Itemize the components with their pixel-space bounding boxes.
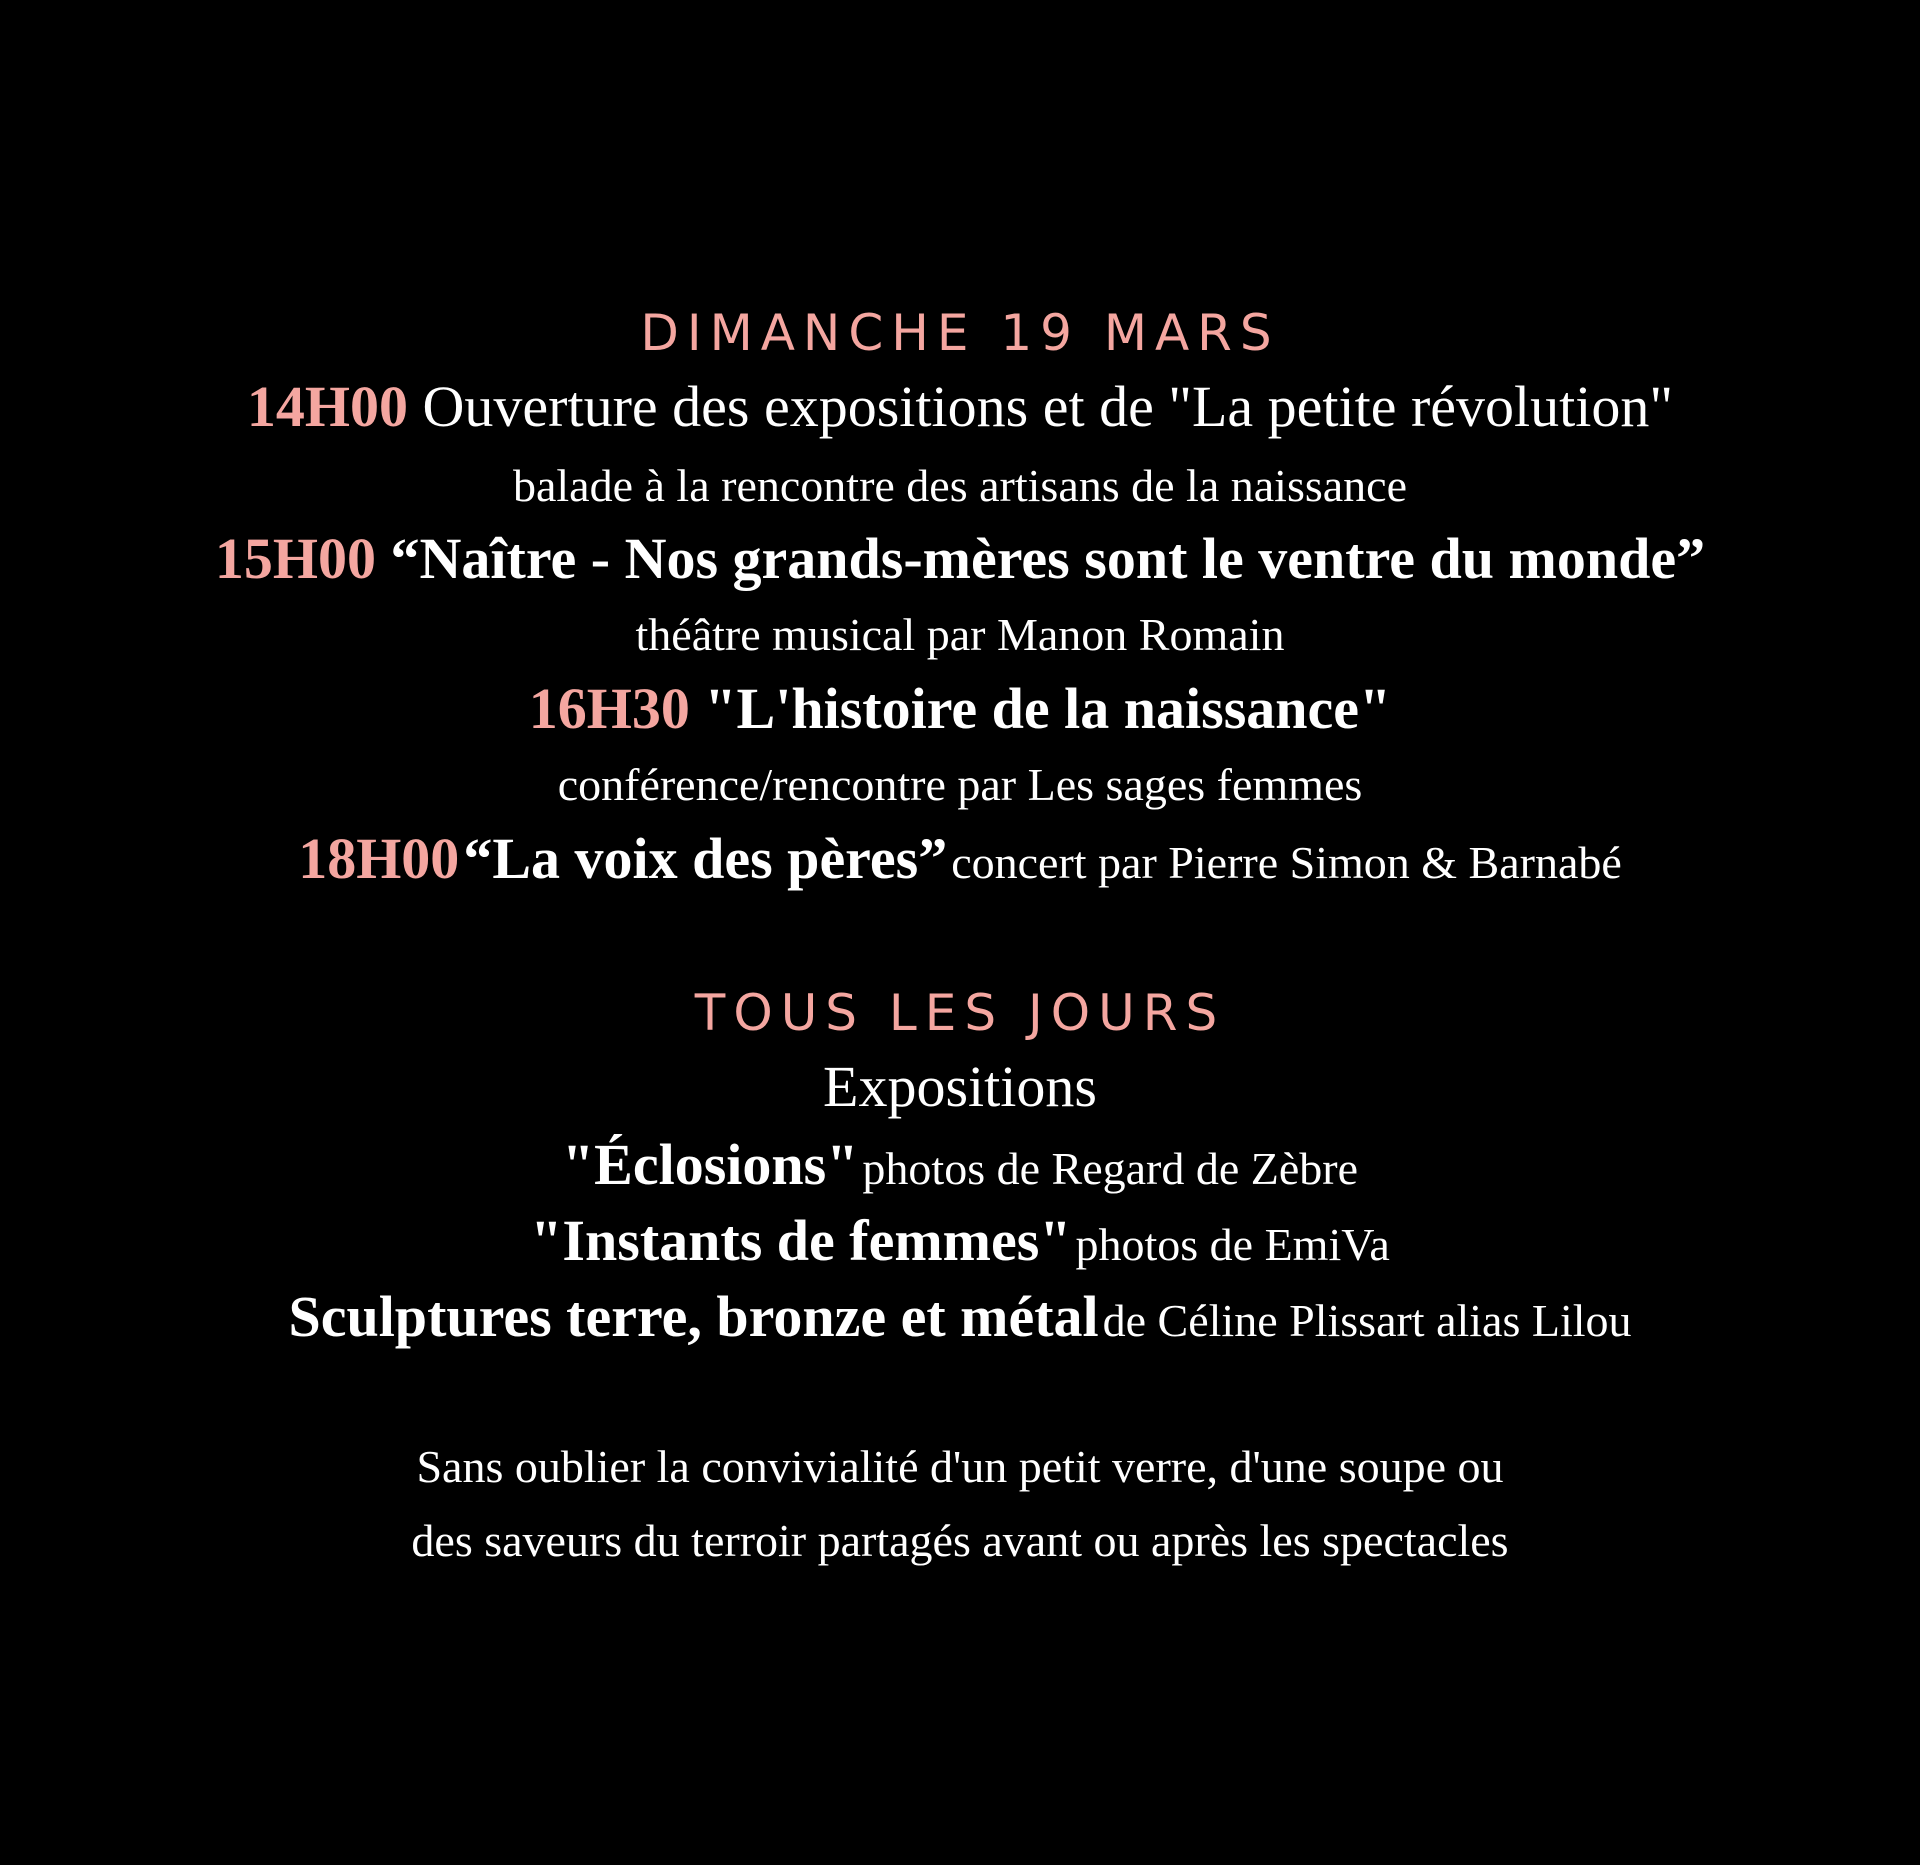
event-1-subtitle: balade à la rencontre des artisans de la naissance — [512, 460, 1407, 511]
event-2-time: 15H00 — [214, 526, 377, 591]
exhibit-1-detail: photos de Regard de Zèbre — [862, 1143, 1359, 1194]
event-3-subtitle: conférence/rencontre par Les sages femmes — [557, 759, 1363, 810]
exhibit-3-title: Sculptures terre, bronze et métal — [288, 1284, 1099, 1349]
everyday-heading: TOUS LES JOURS — [694, 984, 1226, 1042]
sunday-heading: DIMANCHE 19 MARS — [640, 304, 1280, 362]
event-2-title: “Naître - Nos grands-mères sont le ventre du monde” — [390, 526, 1706, 591]
footer-line-2: des saveurs du terroir partagés avant ou après les spectacles — [411, 1515, 1509, 1566]
event-3-title: "L'histoire de la naissance" — [704, 676, 1392, 741]
event-4-detail: concert par Pierre Simon & Barnabé — [951, 837, 1622, 888]
event-3-line — [0, 676, 1920, 741]
event-1-line — [0, 374, 1920, 439]
everyday-intro: Expositions — [823, 1054, 1097, 1119]
event-2-subtitle: théâtre musical par Manon Romain — [635, 609, 1285, 660]
event-2-line — [0, 526, 1920, 591]
exhibit-2-detail: photos de EmiVa — [1075, 1219, 1390, 1270]
exhibit-1-title: "Éclosions" — [561, 1132, 859, 1197]
exhibit-2-line — [0, 1208, 1920, 1273]
exhibit-3-line — [0, 1284, 1920, 1349]
event-1-title: Ouverture des expositions et de "La petite révolution" — [422, 374, 1674, 439]
event-4-title: “La voix des pères” — [463, 826, 948, 891]
event-4-time: 18H00 — [298, 826, 460, 891]
exhibit-2-title: "Instants de femmes" — [530, 1208, 1072, 1273]
event-3-time: 16H30 — [528, 676, 690, 741]
exhibit-1-line — [0, 1132, 1920, 1197]
event-1-time: 14H00 — [246, 374, 409, 439]
footer-line-1: Sans oublier la convivialité d'un petit verre, d'une soupe ou — [416, 1441, 1504, 1492]
exhibit-3-detail: de Céline Plissart alias Lilou — [1102, 1295, 1632, 1346]
event-4-line — [0, 826, 1920, 891]
